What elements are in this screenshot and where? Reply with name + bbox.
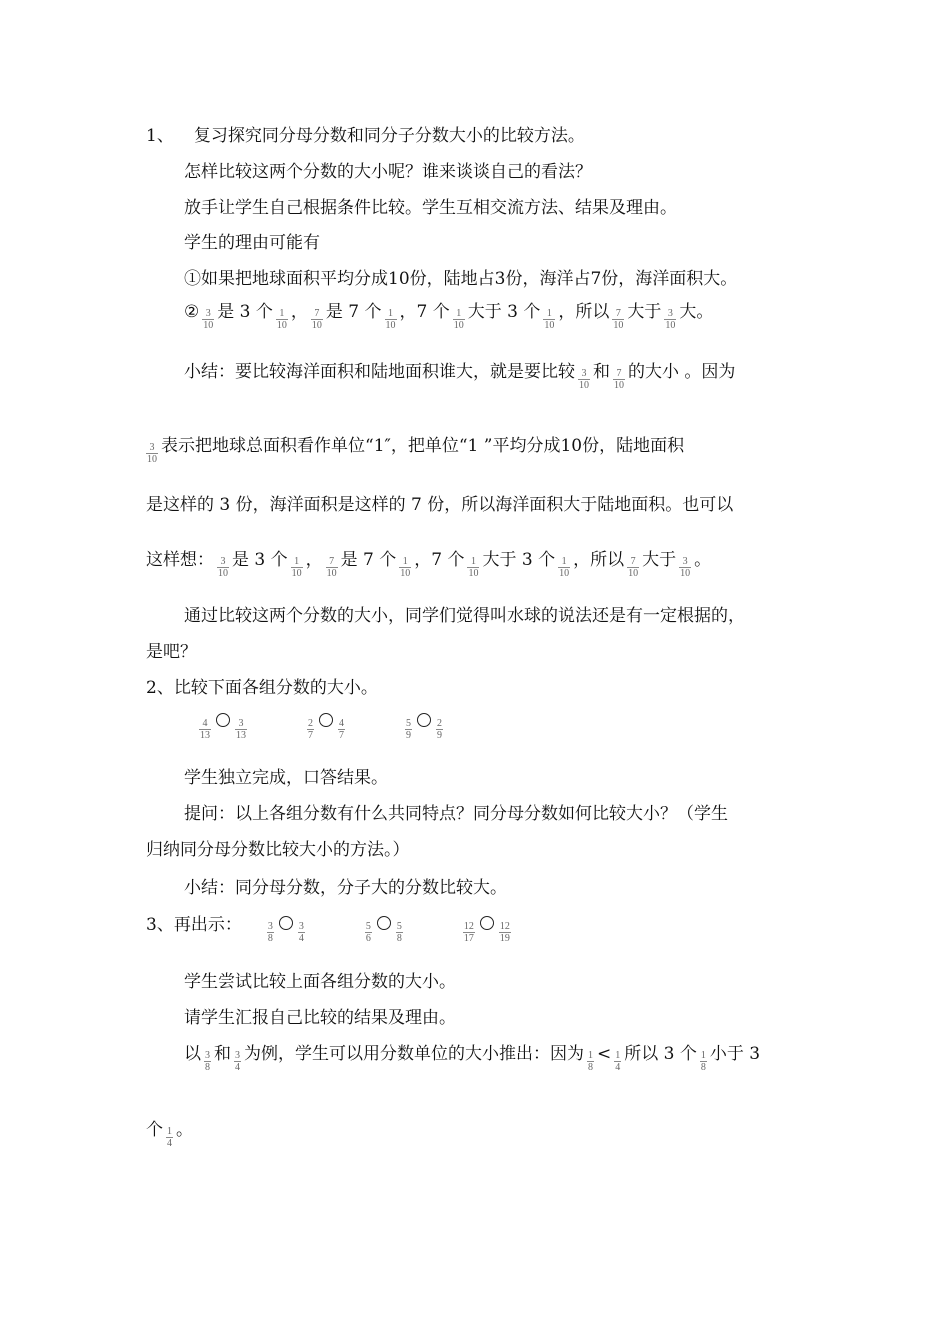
fraction: $\frac{3}{8}$	[205, 1050, 210, 1073]
fraction: $\frac{4}{13}$	[200, 718, 210, 741]
fraction: $\frac{1}{10}$	[453, 308, 464, 331]
summary-line-3: 是这样的 3 份，海洋面积是这样的 7 份，所以海洋面积大于陆地面积。也可以	[146, 495, 734, 515]
compare-circle-icon	[279, 916, 293, 930]
paragraph: 通过比较这两个分数的大小，同学们觉得叫水球的说法还是有一定根据的，	[184, 606, 745, 626]
comparison-group	[196, 712, 250, 741]
fraction: $\frac{1}{8}$	[700, 1050, 706, 1073]
fraction: $\frac{1}{4}$	[167, 1126, 172, 1149]
fraction: $\frac{7}{10}$	[614, 368, 624, 391]
reason-1: ①如果把地球面积平均分成10份，陆地占3份，海洋占7份，海洋面积大。	[184, 269, 738, 289]
summary-line-2: $\frac{3}{10}$ 表示把地球总面积看作单位“1″，把单位“1 ”平均分成10份，陆地面积	[147, 436, 685, 465]
comparison-group	[304, 712, 348, 741]
compare-circle-icon	[480, 916, 494, 930]
paragraph: 学生尝试比较上面各组分数的大小。	[184, 972, 456, 992]
fraction: $\frac{12}{19}$	[499, 921, 510, 944]
section1-title: 复习探究同分母分数和同分子分数大小的比较方法。	[193, 126, 585, 146]
comparison-group	[402, 712, 446, 741]
fraction: $\frac{12}{17}$	[463, 921, 474, 944]
compare-circle-icon	[417, 713, 431, 727]
fraction: $\frac{2}{9}$	[437, 718, 442, 741]
fraction: $\frac{3}{10}$	[218, 556, 228, 579]
fraction: $\frac{7}{10}$	[613, 308, 624, 331]
compare-circle-icon	[216, 713, 230, 727]
paragraph: 提问：以上各组分数有什么共同特点？同分母分数如何比较大小？（学生	[184, 804, 728, 824]
section1-heading	[146, 124, 585, 148]
summary: 小结：同分母分数，分子大的分数比较大。	[184, 878, 507, 898]
comparison-group	[264, 915, 308, 944]
fraction: $\frac{5}{9}$	[406, 718, 411, 741]
reason-2: ② $\frac{3}{10}$ 是 3 个 $\frac{1}{10}$ ， $\frac{7}{10}$ 是 7 个 $\frac{1}{10}$ ，7 个 $\frac{1}{10}$ 大于 3 个 $\frac{1}{10}$ ，所以 $\frac{7}{10}$ 大于 $\frac{3}{10}$ 大。	[184, 302, 714, 331]
fraction: $\frac{1}{10}$	[468, 556, 479, 579]
fraction: $\frac{5}{6}$	[365, 921, 371, 944]
section3-heading: 3、再出示： $\frac{3}{8}$ $\frac{3}{4}$ $\frac{5}{6}$ $\frac{5}{8}$ $\frac{12}{17}$ $\frac{12}{19}$	[146, 913, 514, 937]
paragraph: 请学生汇报自己比较的结果及理由。	[184, 1008, 456, 1028]
paragraph-example: 以 $\frac{3}{8}$ 和 $\frac{3}{4}$ 为例，学生可以用分数单位的大小推出：因为 $\frac{1}{8}$ < $\frac{1}{4}$ 所以 3 个 $\frac{1}{8}$ 小于 3	[184, 1044, 761, 1073]
fraction: $\frac{1}{10}$	[385, 308, 396, 331]
fraction: $\frac{5}{8}$	[396, 921, 402, 944]
paragraph: 学生独立完成，口答结果。	[184, 768, 388, 788]
fraction: $\frac{1}{10}$	[559, 556, 570, 579]
compare-circle-icon	[377, 916, 391, 930]
fraction: $\frac{1}{10}$	[544, 308, 555, 331]
fraction: $\frac{3}{10}$	[147, 442, 157, 465]
paragraph: 放手让学生自己根据条件比较。学生互相交流方法、结果及理由。	[184, 198, 677, 218]
summary-line-1: 小结：要比较海洋面积和陆地面积谁大，就是要比较 $\frac{3}{10}$ 和 $\frac{7}{10}$ 的大小 。因为	[184, 362, 736, 391]
comparison-group	[362, 915, 406, 944]
section2-heading: 2、比较下面各组分数的大小。	[146, 678, 378, 698]
fraction: $\frac{4}{7}$	[339, 718, 344, 741]
paragraph: 怎样比较这两个分数的大小呢？谁来谈谈自己的看法？	[184, 162, 592, 182]
fraction: $\frac{3}{4}$	[298, 921, 304, 944]
paragraph: 学生的理由可能有	[184, 233, 320, 253]
fraction: $\frac{7}{10}$	[311, 308, 322, 331]
compare-circle-icon	[319, 713, 333, 727]
fraction: $\frac{3}{10}$	[665, 308, 676, 331]
paragraph: 归纳同分母分数比较大小的方法。）	[146, 840, 410, 860]
fraction: $\frac{3}{10}$	[579, 368, 589, 391]
paragraph: 是吧？	[146, 642, 197, 662]
comparison-row-1	[196, 710, 446, 741]
fraction: $\frac{1}{10}$	[291, 556, 302, 579]
summary-line-4: 这样想： $\frac{3}{10}$ 是 3 个 $\frac{1}{10}$ ， $\frac{7}{10}$ 是 7 个 $\frac{1}{10}$ ，7 个 $\frac{1}{10}$ 大于 3 个 $\frac{1}{10}$ ，所以 $\frac{7}{10}$ 大于 $\frac{3}{10}$ 。	[146, 550, 712, 579]
fraction: $\frac{1}{8}$	[588, 1050, 593, 1073]
fraction: $\frac{7}{10}$	[628, 556, 639, 579]
fraction: $\frac{7}{10}$	[326, 556, 337, 579]
paragraph-end: 个 $\frac{1}{4}$ 。	[146, 1120, 193, 1149]
fraction: $\frac{2}{7}$	[308, 718, 313, 741]
fraction: $\frac{3}{10}$	[680, 556, 691, 579]
fraction: $\frac{1}{10}$	[276, 308, 287, 331]
fraction: $\frac{3}{8}$	[267, 921, 273, 944]
fraction: $\frac{3}{4}$	[235, 1050, 240, 1073]
fraction: $\frac{1}{10}$	[400, 556, 411, 579]
comparison-group	[460, 915, 514, 944]
section1-number: 1、	[146, 126, 174, 146]
fraction: $\frac{1}{4}$	[615, 1050, 621, 1073]
fraction: $\frac{3}{13}$	[236, 718, 246, 741]
fraction: $\frac{3}{10}$	[203, 308, 214, 331]
